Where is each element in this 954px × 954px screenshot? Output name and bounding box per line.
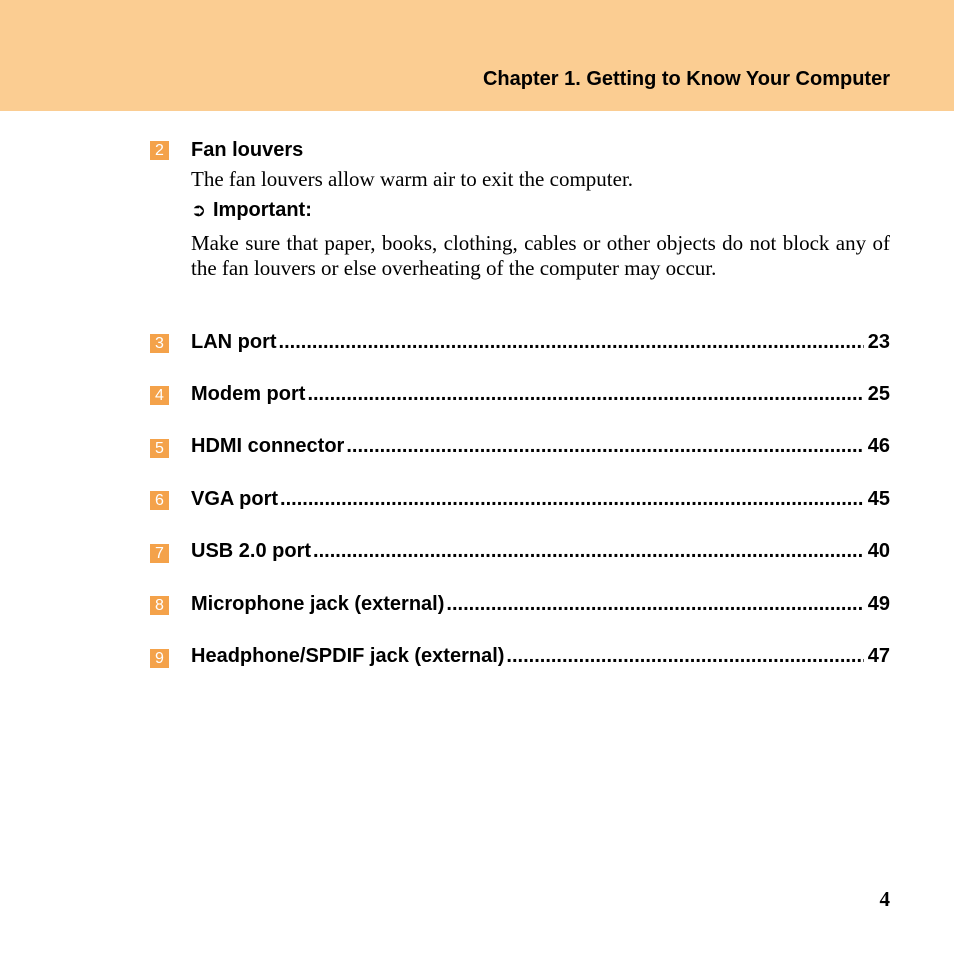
dot-leader <box>307 383 863 406</box>
toc-entry-vga-port[interactable] <box>191 488 890 511</box>
dot-leader <box>280 488 864 511</box>
dot-leader <box>446 593 863 616</box>
item-number-badge: 8 <box>150 596 169 615</box>
important-note-heading <box>191 199 312 222</box>
toc-entry-label: HDMI connector <box>191 435 345 457</box>
arrow-right-icon: ➲ <box>191 200 207 221</box>
important-label: Important: <box>213 199 312 221</box>
important-note-text: Make sure that paper, books, clothing, cables or other objects do not block any of the fan louvers or else overheating of the computer may occur. <box>191 231 890 280</box>
fan-louvers-description: The fan louvers allow warm air to exit the computer. <box>191 167 634 191</box>
chapter-title: Chapter 1. Getting to Know Your Computer <box>482 68 890 90</box>
toc-entry-usb-port[interactable] <box>191 540 890 563</box>
toc-entry-page: 25 <box>867 383 890 405</box>
toc-entry-label: USB 2.0 port <box>191 540 312 562</box>
toc-entry-page: 23 <box>867 331 890 353</box>
toc-entry-page: 40 <box>867 540 890 562</box>
toc-entry-modem-port[interactable] <box>191 383 890 406</box>
item-number-badge: 3 <box>150 334 169 353</box>
toc-entry-label: Microphone jack (external) <box>191 593 445 615</box>
item-number-badge: 2 <box>150 141 169 160</box>
toc-entry-label: VGA port <box>191 488 279 510</box>
item-number-badge: 6 <box>150 491 169 510</box>
page-number: 4 <box>879 887 890 911</box>
toc-entry-page: 45 <box>867 488 890 510</box>
header-band <box>0 0 954 111</box>
item-number-badge: 4 <box>150 386 169 405</box>
dot-leader <box>279 331 864 354</box>
item-number-badge: 7 <box>150 544 169 563</box>
dot-leader <box>346 435 863 458</box>
dot-leader <box>506 645 863 668</box>
toc-entry-page: 47 <box>867 645 890 667</box>
fan-louvers-title: Fan louvers <box>191 139 304 161</box>
toc-entry-page: 49 <box>867 593 890 615</box>
item-number-badge: 5 <box>150 439 169 458</box>
toc-entry-page: 46 <box>867 435 890 457</box>
toc-entry-hdmi-connector[interactable] <box>191 435 890 458</box>
toc-entry-label: Modem port <box>191 383 306 405</box>
toc-entry-label: Headphone/SPDIF jack (external) <box>191 645 505 667</box>
toc-entry-label: LAN port <box>191 331 277 353</box>
toc-entry-microphone-jack[interactable] <box>191 593 890 616</box>
item-number-badge: 9 <box>150 649 169 668</box>
toc-entry-lan-port[interactable] <box>191 331 890 354</box>
dot-leader <box>313 540 864 563</box>
toc-entry-headphone-jack[interactable] <box>191 645 890 668</box>
